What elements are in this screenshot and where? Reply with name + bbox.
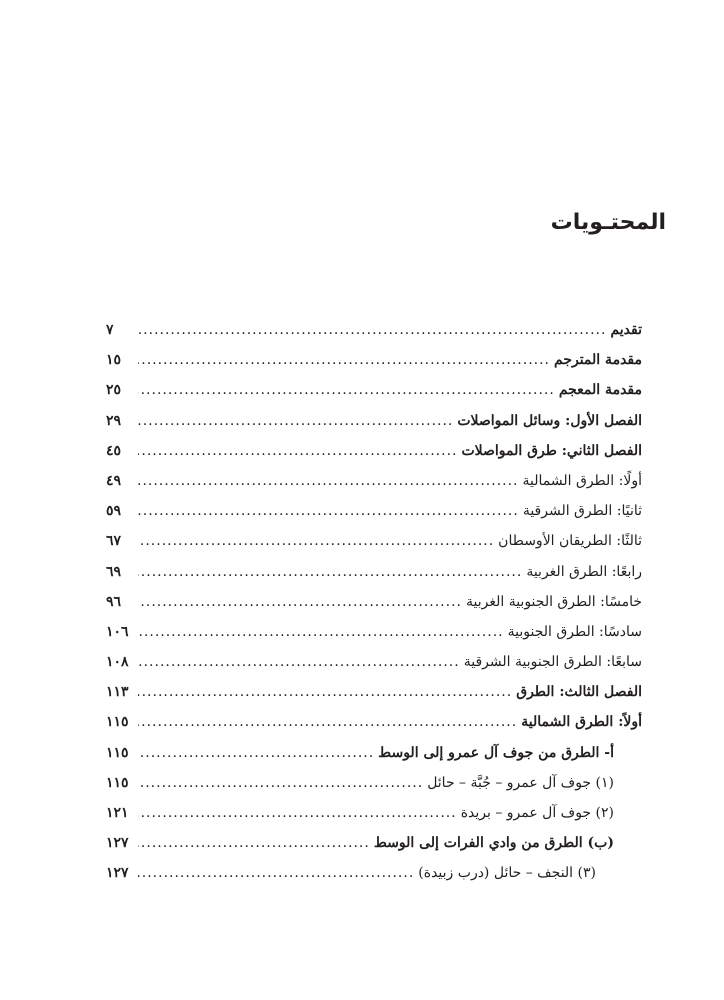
toc-entry-page-number: ٢٥ <box>106 382 122 399</box>
toc-entry <box>106 503 642 533</box>
dot-leader <box>138 503 519 519</box>
toc-entry <box>106 865 642 895</box>
dot-leader <box>138 714 517 730</box>
toc-entry-label: ثالثًا: الطريقان الأوسطان <box>498 533 642 550</box>
dot-leader <box>138 835 370 851</box>
dot-leader <box>138 443 457 459</box>
toc-entry <box>106 624 642 654</box>
toc-entry <box>106 654 642 684</box>
toc-entry-page-number: ١١٥ <box>106 744 129 761</box>
toc-entry-label: مقدمة المعجم <box>558 382 642 399</box>
toc-entry-page-number: ١٠٦ <box>106 623 129 640</box>
toc-entry-label: رابعًا: الطرق الغربية <box>526 563 642 580</box>
toc-entry-label: تقديم <box>610 322 642 338</box>
toc-entry-label: ثانيًا: الطرق الشرقية <box>522 503 642 520</box>
toc-entry <box>106 382 642 412</box>
dot-leader <box>138 745 374 761</box>
toc-entry-page-number: ١١٥ <box>106 774 129 791</box>
toc-entry-page-number: ١٢٧ <box>106 865 129 882</box>
toc-entry <box>106 745 642 775</box>
toc-entry-label: (١) جوف آل عمرو – جُبَّة – حائل <box>427 774 614 791</box>
toc-entry-label: خامسًا: الطرق الجنوبية الغربية <box>465 593 642 610</box>
toc-entry <box>106 413 642 443</box>
toc-entry-page-number: ١١٣ <box>106 684 129 701</box>
dot-leader <box>138 564 522 580</box>
toc-entry-page-number: ١٥ <box>106 352 122 369</box>
toc-entry <box>106 322 642 352</box>
toc-entry-page-number: ١٢٧ <box>106 835 129 852</box>
table-of-contents <box>106 322 642 896</box>
toc-entry-page-number: ٥٩ <box>106 503 122 520</box>
toc-entry-label: الفصل الثاني: طرق المواصلات <box>461 442 642 459</box>
dot-leader <box>138 473 519 489</box>
dot-leader <box>138 533 494 549</box>
dot-leader <box>138 624 504 640</box>
toc-entry-page-number: ٩٦ <box>106 593 122 610</box>
toc-entry-label: أ- الطرق من جوف آل عمرو إلى الوسط <box>378 744 614 761</box>
toc-entry <box>106 775 642 805</box>
toc-entry-page-number: ١٠٨ <box>106 654 129 671</box>
toc-entry <box>106 473 642 503</box>
toc-entry-page-number: ٦٧ <box>106 533 122 550</box>
dot-leader <box>138 654 460 670</box>
toc-entry-page-number: ٤٥ <box>106 442 122 459</box>
toc-entry-label: (ب) الطرق من وادي الفرات إلى الوسط <box>373 835 614 852</box>
dot-leader <box>138 352 550 368</box>
toc-entry-page-number: ٧ <box>106 322 114 338</box>
toc-entry-label: سابعًا: الطرق الجنوبية الشرقية <box>463 654 642 671</box>
toc-entry <box>106 443 642 473</box>
toc-entry <box>106 805 642 835</box>
toc-entry-page-number: ٢٩ <box>106 412 122 429</box>
toc-entry-label: (٢) جوف آل عمرو – بريدة <box>460 805 614 821</box>
toc-entry-page-number: ٤٩ <box>106 472 122 489</box>
dot-leader <box>138 684 512 700</box>
dot-leader <box>138 322 606 338</box>
dot-leader <box>138 413 453 429</box>
toc-entry-label: الفصل الأول: وسائل المواصلات <box>457 412 642 429</box>
toc-entry-label: أولاً: الطرق الشمالية <box>521 714 642 731</box>
toc-entry-page-number: ١٢١ <box>106 805 129 821</box>
toc-entry-label: مقدمة المترجم <box>554 352 642 369</box>
toc-entry <box>106 714 642 744</box>
dot-leader <box>138 594 462 610</box>
dot-leader <box>138 775 423 791</box>
dot-leader <box>138 805 457 821</box>
toc-entry-label: (٣) النجف – حائل (درب زبيدة) <box>418 865 596 882</box>
page-title: المحتـويات <box>550 210 666 235</box>
toc-entry-page-number: ١١٥ <box>106 714 129 731</box>
dot-leader <box>138 382 555 398</box>
toc-entry-label: أولًا: الطرق الشمالية <box>522 472 642 489</box>
toc-entry-label: الفصل الثالث: الطرق <box>516 684 642 701</box>
toc-entry <box>106 564 642 594</box>
toc-entry-label: سادسًا: الطرق الجنوبية <box>507 623 642 640</box>
toc-entry <box>106 352 642 382</box>
toc-entry <box>106 835 642 865</box>
toc-entry <box>106 594 642 624</box>
dot-leader <box>138 865 414 881</box>
toc-entry <box>106 533 642 563</box>
toc-entry <box>106 684 642 714</box>
toc-entry-page-number: ٦٩ <box>106 563 122 580</box>
